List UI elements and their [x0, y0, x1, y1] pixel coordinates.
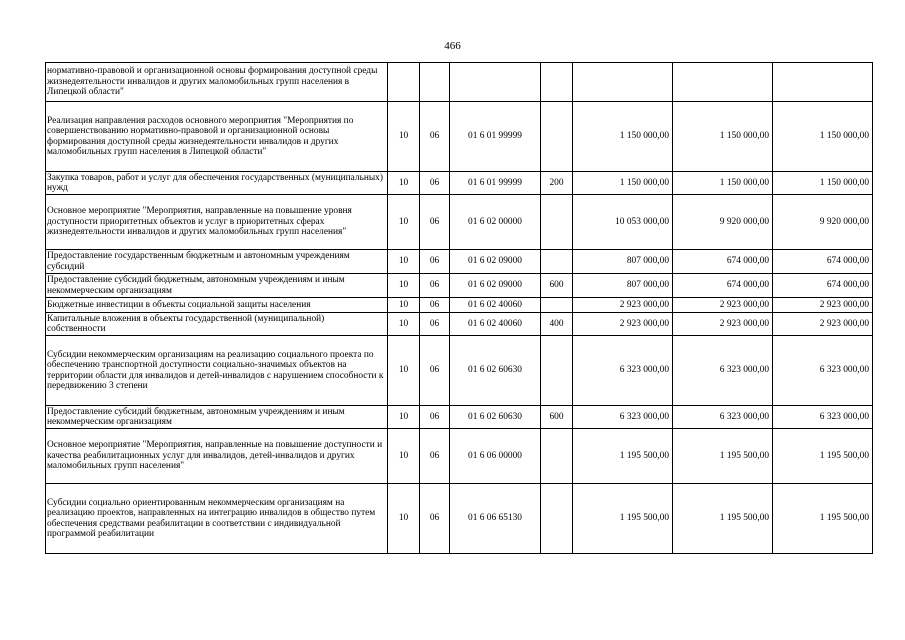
row-razdel: 10	[388, 406, 420, 429]
row-sum-year3: 1 195 500,00	[773, 484, 873, 554]
row-sum-year1: 1 150 000,00	[573, 172, 673, 195]
row-name: Субсидии социально ориентированным некоммерческим организациям на реализацию проектов, направленных на интеграцию инвалидов в общество путем обеспечения средствами реабилитации в соответствии с индивидуальной программой реабилитации	[46, 484, 388, 554]
page-number: 466	[444, 40, 461, 52]
row-csr-code: 01 6 01 99999	[450, 102, 541, 172]
row-sum-year3: 2 923 000,00	[773, 313, 873, 336]
row-razdel: 10	[388, 172, 420, 195]
row-sum-year3: 6 323 000,00	[773, 336, 873, 406]
row-vr-code: 200	[541, 172, 573, 195]
row-sum-year2: 1 195 500,00	[673, 429, 773, 484]
row-csr-code: 01 6 02 09000	[450, 274, 541, 298]
table-row	[46, 429, 873, 484]
row-name: Предоставление субсидий бюджетным, автономным учреждениям и иным некоммерческим организациям	[46, 274, 388, 298]
row-sum-year2: 1 150 000,00	[673, 172, 773, 195]
table-row	[46, 406, 873, 429]
row-razdel: 10	[388, 298, 420, 313]
table-row	[46, 250, 873, 274]
row-csr-code: 01 6 02 09000	[450, 250, 541, 274]
row-razdel: 10	[388, 102, 420, 172]
row-sum-year2: 9 920 000,00	[673, 195, 773, 250]
row-csr-code: 01 6 02 40060	[450, 313, 541, 336]
row-name: Закупка товаров, работ и услуг для обеспечения государственных (муниципальных) нужд	[46, 172, 388, 195]
row-razdel: 10	[388, 195, 420, 250]
row-podrazdel: 06	[420, 250, 450, 274]
row-csr-code	[450, 63, 541, 102]
row-razdel: 10	[388, 274, 420, 298]
row-sum-year1: 2 923 000,00	[573, 313, 673, 336]
row-podrazdel: 06	[420, 336, 450, 406]
table-row	[46, 484, 873, 554]
row-vr-code	[541, 250, 573, 274]
table-row	[46, 102, 873, 172]
row-podrazdel: 06	[420, 172, 450, 195]
row-vr-code: 600	[541, 406, 573, 429]
table-row	[46, 63, 873, 102]
row-csr-code: 01 6 06 65130	[450, 484, 541, 554]
row-name: Предоставление субсидий бюджетным, автономным учреждениям и иным некоммерческим организациям	[46, 406, 388, 429]
row-sum-year2: 2 923 000,00	[673, 298, 773, 313]
row-sum-year1: 807 000,00	[573, 274, 673, 298]
row-name: Бюджетные инвестиции в объекты социальной защиты населения	[46, 298, 388, 313]
row-csr-code: 01 6 02 60630	[450, 336, 541, 406]
row-vr-code	[541, 298, 573, 313]
row-sum-year2: 674 000,00	[673, 250, 773, 274]
row-razdel: 10	[388, 250, 420, 274]
row-sum-year3: 1 195 500,00	[773, 429, 873, 484]
row-csr-code: 01 6 02 40060	[450, 298, 541, 313]
row-sum-year2: 1 150 000,00	[673, 102, 773, 172]
row-csr-code: 01 6 02 00000	[450, 195, 541, 250]
row-podrazdel: 06	[420, 298, 450, 313]
row-sum-year1: 1 195 500,00	[573, 484, 673, 554]
row-sum-year2: 1 195 500,00	[673, 484, 773, 554]
row-podrazdel	[420, 63, 450, 102]
row-sum-year2: 6 323 000,00	[673, 406, 773, 429]
row-sum-year1: 1 150 000,00	[573, 102, 673, 172]
table-row	[46, 274, 873, 298]
row-sum-year1: 2 923 000,00	[573, 298, 673, 313]
row-name: Основное мероприятие "Мероприятия, направленные на повышение доступности и качества реабилитационных услуг для инвалидов, детей-инвалидов и других маломобильных групп населения"	[46, 429, 388, 484]
row-sum-year3: 9 920 000,00	[773, 195, 873, 250]
row-podrazdel: 06	[420, 195, 450, 250]
row-csr-code: 01 6 06 00000	[450, 429, 541, 484]
row-vr-code	[541, 102, 573, 172]
row-name: Предоставление государственным бюджетным и автономным учреждениям субсидий	[46, 250, 388, 274]
row-sum-year1: 1 195 500,00	[573, 429, 673, 484]
row-sum-year2: 6 323 000,00	[673, 336, 773, 406]
row-vr-code: 400	[541, 313, 573, 336]
row-podrazdel: 06	[420, 484, 450, 554]
row-vr-code	[541, 429, 573, 484]
row-vr-code: 600	[541, 274, 573, 298]
row-vr-code	[541, 63, 573, 102]
row-sum-year1: 6 323 000,00	[573, 336, 673, 406]
row-podrazdel: 06	[420, 102, 450, 172]
row-name: Основное мероприятие "Мероприятия, направленные на повышение уровня доступности приоритетных объектов и услуг в приоритетных сферах жизнедеятельности инвалидов и других маломобильных групп населения"	[46, 195, 388, 250]
row-sum-year3	[773, 63, 873, 102]
row-csr-code: 01 6 02 60630	[450, 406, 541, 429]
row-name: Субсидии некоммерческим организациям на реализацию социального проекта по обеспечению транспортной доступности социально-значимых объектов на территории области для инвалидов и детей-инвалидов с нарушением способности к передвижению 3 степени	[46, 336, 388, 406]
row-sum-year1: 10 053 000,00	[573, 195, 673, 250]
row-name: Капитальные вложения в объекты государственной (муниципальной) собственности	[46, 313, 388, 336]
row-vr-code	[541, 336, 573, 406]
table-row	[46, 313, 873, 336]
table-row	[46, 336, 873, 406]
row-podrazdel: 06	[420, 313, 450, 336]
row-sum-year2: 2 923 000,00	[673, 313, 773, 336]
row-razdel: 10	[388, 313, 420, 336]
row-name: Реализация направления расходов основного мероприятия "Мероприятия по совершенствованию нормативно-правовой и организационной основы формирования доступной среды жизнедеятельности инвалидов и других маломобильных групп населения в Липецкой области"	[46, 102, 388, 172]
row-sum-year3: 2 923 000,00	[773, 298, 873, 313]
row-sum-year1	[573, 63, 673, 102]
row-csr-code: 01 6 01 99999	[450, 172, 541, 195]
row-razdel	[388, 63, 420, 102]
row-sum-year3: 674 000,00	[773, 274, 873, 298]
row-podrazdel: 06	[420, 274, 450, 298]
row-vr-code	[541, 484, 573, 554]
row-razdel: 10	[388, 336, 420, 406]
table-row	[46, 172, 873, 195]
table-row	[46, 195, 873, 250]
row-razdel: 10	[388, 484, 420, 554]
row-sum-year3: 1 150 000,00	[773, 172, 873, 195]
row-podrazdel: 06	[420, 429, 450, 484]
row-sum-year1: 6 323 000,00	[573, 406, 673, 429]
row-vr-code	[541, 195, 573, 250]
row-sum-year2	[673, 63, 773, 102]
row-sum-year2: 674 000,00	[673, 274, 773, 298]
row-sum-year1: 807 000,00	[573, 250, 673, 274]
row-razdel: 10	[388, 429, 420, 484]
row-sum-year3: 1 150 000,00	[773, 102, 873, 172]
row-name: нормативно-правовой и организационной основы формирования доступной среды жизнедеятельности инвалидов и других маломобильных групп населения в Липецкой области"	[46, 63, 388, 102]
budget-table	[45, 62, 873, 554]
row-sum-year3: 6 323 000,00	[773, 406, 873, 429]
row-podrazdel: 06	[420, 406, 450, 429]
table-row	[46, 298, 873, 313]
row-sum-year3: 674 000,00	[773, 250, 873, 274]
